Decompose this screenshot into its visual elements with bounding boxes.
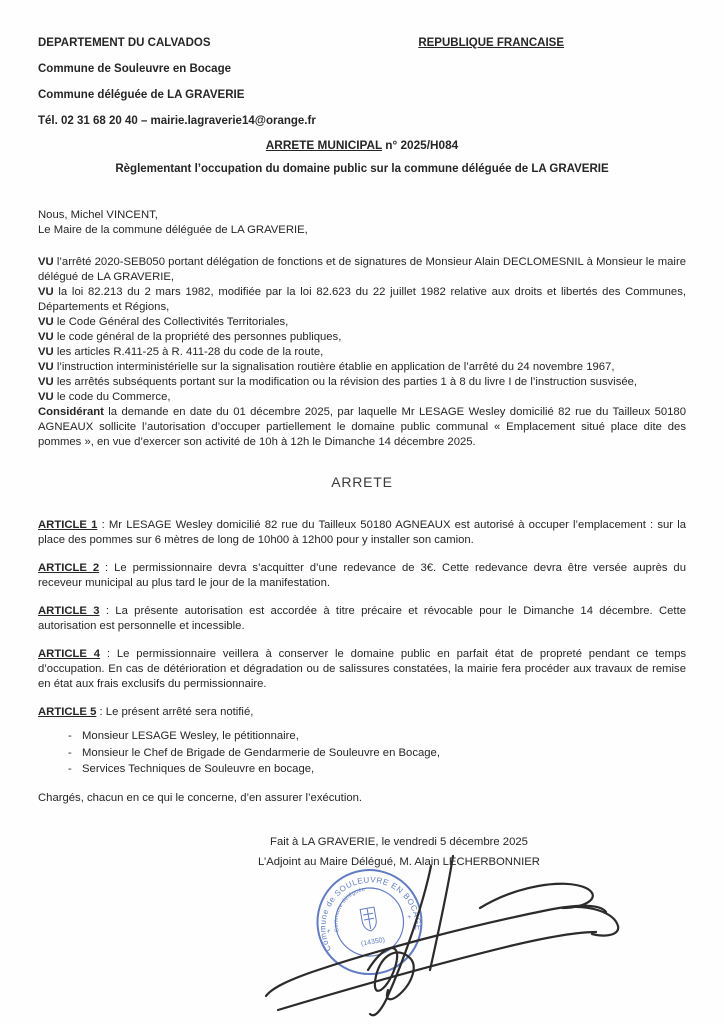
republic-label: REPUBLIQUE FRANCAISE xyxy=(418,37,564,49)
dash-bullet: - xyxy=(68,730,72,742)
recital-vu-3: VU le Code Général des Collectivités Territoriales, xyxy=(38,316,289,328)
notified-list xyxy=(38,728,686,778)
department-label: DEPARTEMENT DU CALVADOS xyxy=(38,37,211,49)
preamble-line-1: Nous, Michel VINCENT, xyxy=(38,209,158,221)
signoff-signatory: L’Adjoint au Maire Délégué, M. Alain LECHERBONNIER xyxy=(258,855,540,868)
decree-title-line xyxy=(38,138,686,153)
stamp-postal-code: (14350) xyxy=(360,936,386,948)
stamp-star-left: + xyxy=(325,927,332,936)
stamp-ring-text: Commune de SOULEUVRE EN BOCAGE xyxy=(318,875,423,953)
article-1: ARTICLE 1 : Mr LESAGE Wesley domicilié 82 rue du Tailleux 50180 AGNEAUX est autorisé à occuper l’emplacement : sur la place des pommes sur 6 mètres de long de 10h00 à 12h00 pour y installer son camion. xyxy=(38,519,686,546)
dash-bullet: - xyxy=(68,763,72,775)
list-item: - Monsieur LESAGE Wesley, le pétitionnaire, xyxy=(68,728,686,745)
stamp-inner-text: Commune déléguée xyxy=(333,886,366,933)
recital-vu-7: VU les arrêtés subséquents portant sur la modification ou la révision des parties 1 à 8 du livre I de l’instruction susvisée, xyxy=(38,376,638,388)
recitals xyxy=(38,255,686,450)
arrete-heading: ARRETE xyxy=(331,474,393,490)
dash-bullet: - xyxy=(68,746,72,759)
recital-vu-1: VU l’arrêté 2020-SEB050 portant délégation de fonctions et de signatures de Monsieur Alain DECLOMESNIL à Monsieur le maire délégué de LA GRAVERIE, xyxy=(38,256,686,283)
list-item: - Monsieur le Chef de Brigade de Gendarmerie de Souleuvre en Bocage, xyxy=(68,745,686,762)
decree-number: n° 2025/H084 xyxy=(382,138,459,152)
article-2: ARTICLE 2 : Le permissionnaire devra s’acquitter d’une redevance de 3€. Cette redevance devra être versée auprès du receveur municipal au plus tard le jour de la manifestation. xyxy=(38,562,686,589)
preamble xyxy=(38,208,686,238)
commune-deleguee-label: Commune déléguée de LA GRAVERIE xyxy=(38,89,245,101)
recital-vu-8: VU le code du Commerce, xyxy=(38,391,171,403)
recital-vu-2: VU la loi 82.213 du 2 mars 1982, modifiée par la loi 82.623 du 22 juillet 1982 relative aux droits et libertés des Communes, Départements et Régions, xyxy=(38,286,686,313)
list-item: - Services Techniques de Souleuvre en bocage, xyxy=(68,761,686,778)
stamp-star-right: + xyxy=(406,913,412,922)
article-4: ARTICLE 4 : Le permissionnaire veillera à conserver le domaine public en parfait état de propreté pendant ce temps d’occupation. En cas de détérioration et dégradation ou de salissures constatées, la mairie fera procéder aux travaux de remise en état aux frais exclusifs du permissionnaire. xyxy=(38,648,687,690)
decree-title: ARRETE MUNICIPAL xyxy=(265,138,383,152)
decree-subject: Règlementant l’occupation du domaine public sur la commune déléguée de LA GRAVERIE xyxy=(115,163,609,175)
closing-line: Chargés, chacun en ce qui le concerne, d’en assurer l’exécution. xyxy=(38,791,363,804)
recital-vu-5: VU les articles R.411-25 à R. 411-28 du code de la route, xyxy=(38,346,324,358)
recital-considerant: Considérant la demande en date du 01 décembre 2025, par laquelle Mr LESAGE Wesley domicilié 82 rue du Tailleux 50180 AGNEAUX sollicite l’autorisation d’occuper partiellement le domaine public communal « Emplacement situé place dite des pommes », en vue d’exercer son activité de 10h à 12h le Dimanche 14 décembre 2025. xyxy=(38,406,686,448)
signature-scribble xyxy=(248,852,628,1024)
recital-vu-6: VU l’instruction interministérielle sur la signalisation routière établie en application de l’arrêté du 24 novembre 1967, xyxy=(38,361,615,373)
header-row xyxy=(38,36,686,50)
contact-line: Tél. 02 31 68 20 40 – mairie.lagraverie14@orange.fr xyxy=(38,115,316,127)
article-3: ARTICLE 3 : La présente autorisation est accordée à titre précaire et révocable pour le Dimanche 14 décembre. Cette autorisation est personnelle et incessible. xyxy=(38,605,686,632)
articles xyxy=(38,518,686,720)
signoff-place-date: Fait à LA GRAVERIE, le vendredi 5 décembre 2025 xyxy=(270,835,528,848)
recital-vu-4: VU le code général de la propriété des personnes publiques, xyxy=(38,331,342,343)
article-5: ARTICLE 5 : Le présent arrêté sera notifié, xyxy=(38,706,254,718)
preamble-line-2: Le Maire de la commune déléguée de LA GRAVERIE, xyxy=(38,224,308,236)
commune-label: Commune de Souleuvre en Bocage xyxy=(38,63,231,75)
